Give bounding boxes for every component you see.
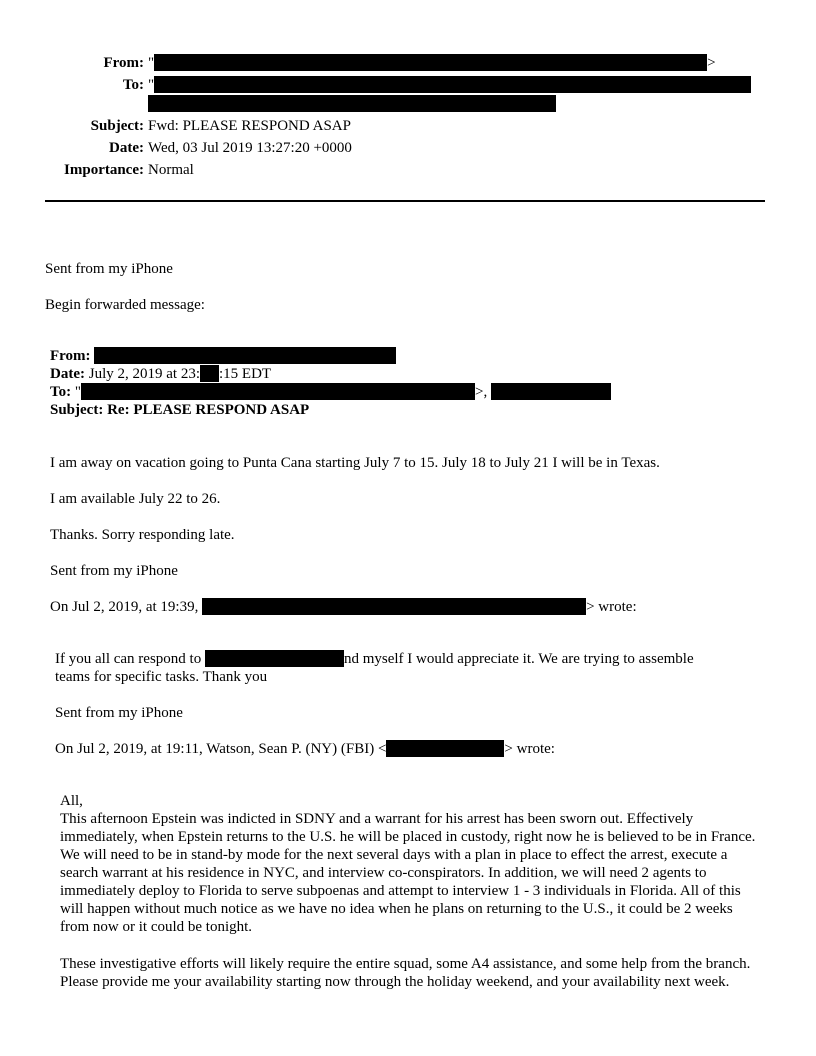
redaction-bar bbox=[154, 76, 751, 93]
fwd-to-prefix: " bbox=[74, 384, 81, 400]
reply2-sent: Sent from my iPhone bbox=[55, 705, 183, 721]
header-from-suffix: > bbox=[707, 55, 716, 71]
redaction-bar bbox=[202, 598, 586, 615]
fwd-date-post: :15 EDT bbox=[218, 366, 272, 382]
fwd-subject-value: Re: PLEASE RESPOND ASAP bbox=[107, 402, 310, 418]
reply2-line1-post: nd myself I would appreciate it. We are trying to assemble bbox=[343, 651, 694, 667]
header-subject-value: Fwd: PLEASE RESPOND ASAP bbox=[148, 118, 351, 134]
reply1-line1: I am away on vacation going to Punta Cana starting July 7 to 15. July 18 to July 21 I will be in Texas. bbox=[50, 455, 660, 471]
reply1-sent: Sent from my iPhone bbox=[50, 563, 178, 579]
header-from-prefix: " bbox=[148, 55, 155, 71]
fwd-from-line bbox=[50, 347, 396, 365]
reply1-quote-line bbox=[50, 598, 637, 616]
reply2-line1-pre: If you all can respond to bbox=[55, 651, 202, 667]
reply1-quote-post: > wrote: bbox=[586, 599, 637, 615]
header-to-value bbox=[148, 76, 751, 94]
original-greeting: All, bbox=[60, 793, 83, 809]
redaction-bar bbox=[148, 95, 556, 112]
fwd-subject-line bbox=[50, 401, 309, 419]
fwd-date-line bbox=[50, 365, 271, 383]
reply1-line2: I am available July 22 to 26. bbox=[50, 491, 221, 507]
header-from-value bbox=[148, 54, 716, 72]
reply1-line3: Thanks. Sorry responding late. bbox=[50, 527, 235, 543]
header-importance-value: Normal bbox=[148, 162, 194, 178]
redaction-bar bbox=[205, 650, 344, 667]
header-importance-label: Importance: bbox=[64, 162, 144, 178]
header-date-label: Date: bbox=[109, 140, 144, 156]
fwd-to-line bbox=[50, 383, 611, 401]
reply2-quote-post: > wrote: bbox=[504, 741, 555, 757]
sent-from-iphone: Sent from my iPhone bbox=[45, 261, 173, 277]
fwd-date-label: Date: bbox=[50, 366, 85, 382]
reply1-quote-pre: On Jul 2, 2019, at 19:39, bbox=[50, 599, 199, 615]
fwd-date-pre: July 2, 2019 at 23: bbox=[88, 366, 200, 382]
header-subject-label: Subject: bbox=[90, 118, 144, 134]
redaction-bar bbox=[94, 347, 396, 364]
redaction-bar bbox=[491, 383, 611, 400]
reply2-quote-line bbox=[55, 740, 555, 758]
header-to-prefix: " bbox=[148, 77, 155, 93]
header-to-label: To: bbox=[122, 77, 144, 93]
redaction-bar bbox=[200, 365, 219, 382]
fwd-subject-label: Subject: bbox=[50, 402, 104, 418]
header-date-value: Wed, 03 Jul 2019 13:27:20 +0000 bbox=[148, 140, 352, 156]
reply2-line2: teams for specific tasks. Thank you bbox=[55, 669, 268, 685]
redaction-bar bbox=[154, 54, 707, 71]
header-divider bbox=[45, 200, 765, 202]
begin-forwarded: Begin forwarded message: bbox=[45, 297, 205, 313]
fwd-from-label: From: bbox=[50, 348, 91, 364]
redaction-bar bbox=[81, 383, 475, 400]
fwd-to-label: To: bbox=[50, 384, 72, 400]
original-paragraph-1: This afternoon Epstein was indicted in SDNY and a warrant for his arrest has been sworn out. Effectively immediately, when Epstein returns to the U.S. he will be placed in custody, right now he is believed to be in France. We will need to be in stand-by mode for the next several days with a plan in place to effect the arrest, execute a search warrant at his residence in NYC, and interview co-conspirators. In addition, we will need 2 agents to immediately deploy to Florida to serve subpoenas and attempt to interview 1 - 3 individuals in Florida. All of this will happen without much notice as we have no idea when he plans on returning to the U.S., it could be 2 weeks from now or it could be tonight. bbox=[60, 811, 756, 935]
original-paragraph-2: These investigative efforts will likely require the entire squad, some A4 assistance, and some help from the branch. Please provide me your availability starting now through the holiday weekend, and your availability next week. bbox=[60, 956, 751, 990]
header-from-label: From: bbox=[103, 55, 144, 71]
reply2-line1 bbox=[55, 650, 694, 668]
reply2-quote-pre: On Jul 2, 2019, at 19:11, Watson, Sean P. (NY) (FBI) < bbox=[55, 741, 387, 757]
fwd-to-mid: >, bbox=[475, 384, 488, 400]
redaction-bar bbox=[386, 740, 504, 757]
